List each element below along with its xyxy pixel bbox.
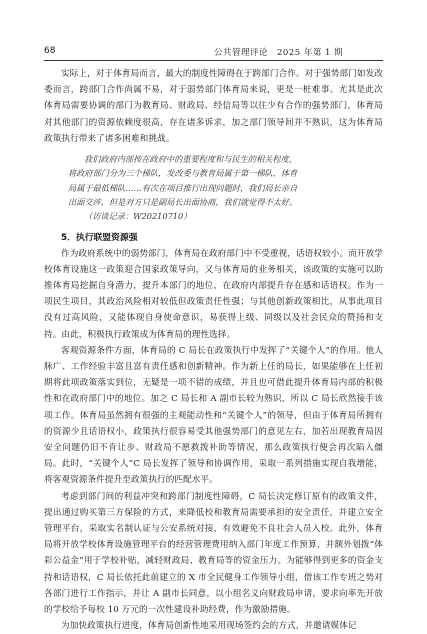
paragraph: 作为政府系统中的弱势部门，体育局在政府部门中不受重视，话语权较小。而开放学校体育设施这一政策迎合国家政策导向，又与体育局的业务相关，该政策的实施可以助推体育局挖掘自身潜力，提升本部门的地位，在政府内部提升存在感和话语权。作为一项民生项目，其政治风险相对较低但政策责任性强；与其他创新政策相比，从事此项目没有过高风险，又能体现自身使命意识，易获得上级、同级以及社会民众的赞扬和支持。由此，积极执行政策成为体育局的理性选择。 bbox=[44, 248, 383, 340]
section-heading: 5．执行联盟资源强 bbox=[61, 232, 138, 243]
quote-source: （访谈记录：W20210710） bbox=[84, 211, 192, 222]
article-body bbox=[44, 66, 383, 634]
quote-line: 出面交涉，但是对方只是副局长出面协商，我们就觉得不太好。 bbox=[68, 196, 298, 207]
paragraph: 考虑到部门间的利益冲突和跨部门制度性障碍，C 局长决定修订原有的政策文件，提出通过购买第三方保险的方式，来降低校和教育局需要承担的安全责任，并建立安全管理平台，采取实名制认证与公安系统对接，有效避免不良社会人员入校。此外，体育局将开放学校体育设施管理平台的经营管理费用纳入部门年度工作预算，并额外划拨“体彩公益金”用于学校补贴，减轻财政局、教育局等的资金压力。为能够得到更多的资金支持和话语权，C 局长依托此前建立的 X 市全民健身工作领导小组，借该工作专班之势对各部门进行工作指示，并让 A 副市长同意，以小组名义向财政局申请，要求向率先开放的学校给予每校 10 万元的一次性建设补助经费，作为激励措施。 bbox=[44, 491, 383, 615]
paragraph: 实际上，对于体育局而言，最大的制度性障碍在于跨部门合作。对于强势部门如发改委而言，跨部门合作尚属不易，对于弱势部门体育局来说，更是一桩难事。尤其是此次体育局需要协调的部门为教育局、财政局、经信局等以往少有合作的强势部门，体育局对其他部门的资源依赖度很高，存在诸多诉求，加之部门领导间并不熟识，这为体育局政策执行带来了诸多困难和挑战。 bbox=[44, 69, 383, 144]
quote-line: 我们政府内部按在政府中的重要程度和与民生的相关程度， bbox=[84, 154, 297, 165]
page-number: 68 bbox=[44, 46, 56, 56]
journal-title: 公共管理评论 2025 年第 1 期 bbox=[214, 48, 344, 58]
quote-line: 局属于最低梯队……有次在项目推行出现问题时，我们局长亲自 bbox=[68, 182, 298, 193]
paragraph: 为加快政策执行进度，体育局创新性地采用现场签约会的方式，并邀请媒体记 bbox=[61, 621, 357, 632]
running-header bbox=[44, 44, 383, 61]
paragraph: 客观资源条件方面，体育局的 C 局长在政策执行中发挥了“关键个人”的作用。他人脉广、工作经验丰富且富有责任感和创新精神。作为新上任的局长，如果能够在上任初期将此项政策落实到位，无疑是一项不错的成绩，并且也可借此提升体育局内部的积极性和在政府部门中的地位。加之 C 局长和 A 副市长较为熟识，所以 C 局长欣然接手该项工作。体育局虽然拥有很强的主观能动性和“关键个人”的领导，但由于体育局所拥有的资源少且话语权小，政策执行很容易受其他强势部门的意见左右，加若出现教育局因安全问题仍旧不肯让步、财政局不愿救拨补助等情况，那么政策执行便会再次陷入僵局。此时，“关键个人”C 局长发挥了领导和协调作用，采取一系列措施实现自我增能，将客观资源条件提升至政策执行的匹配水平。 bbox=[44, 345, 383, 486]
interview-quote bbox=[44, 152, 383, 223]
quote-line: 将政府部门分为三个梯队，发改委与教育局属于第一梯队，体育 bbox=[68, 168, 298, 179]
